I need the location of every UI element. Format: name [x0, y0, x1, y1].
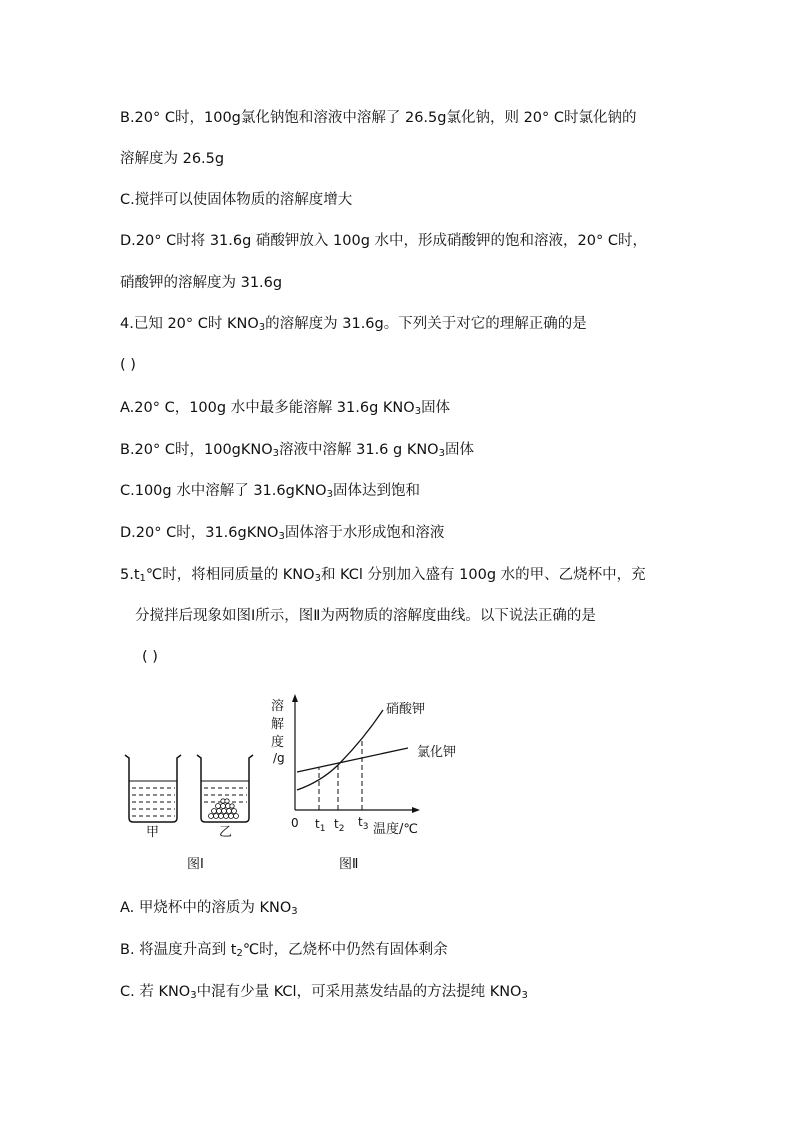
- t2-label: $t_2$: [334, 817, 345, 834]
- q5-option-a: A. 甲烧杯中的溶质为 $KNO_3$: [120, 900, 298, 917]
- y-label-3: 度: [271, 735, 285, 750]
- kcl-label: 氯化钾: [417, 745, 457, 760]
- question-4: 4.已知 20° C时 $KNO_3$的溶解度为 31.6g。下列关于对它的理解正确的是: [120, 316, 587, 333]
- beaker-jia: [125, 755, 181, 822]
- option-d-line2: 硝酸钾的溶解度为 31.6g: [120, 275, 283, 291]
- option-d-line1: D.20° C时将 31.6g 硝酸钾放入 100g 水中，形成硝酸钾的饱和溶液，20° C时，: [120, 233, 647, 249]
- option-c: C.搅拌可以使固体物质的溶解度增大: [120, 192, 353, 208]
- q4-option-c: C.100g 水中溶解了 31.6gKNO$_3$固体达到饱和: [120, 483, 420, 500]
- y-axis-arrow: [292, 694, 298, 702]
- q4-option-b: B.20° C时，100gKNO$_3$溶液中溶解 31.6 g $KNO_3$固体: [120, 442, 474, 459]
- question-5-answer-blank: ( ): [142, 649, 158, 665]
- kcl-curve: [297, 748, 408, 772]
- question-5-line2: 分搅拌后现象如图Ⅰ所示，图Ⅱ为两物质的溶解度曲线。以下说法正确的是: [135, 608, 596, 624]
- beaker-yi: [197, 755, 253, 822]
- question-4-answer-blank: ( ): [120, 357, 136, 373]
- option-b-line1: B.20° C时，100g氯化钠饱和溶液中溶解了 26.5g氯化钠，则 20° C时氯化钠的: [120, 110, 637, 126]
- t3-label: $t_3$: [358, 815, 369, 832]
- x-axis-arrow: [412, 807, 420, 813]
- q5-option-c: C. 若 $KNO_3$中混有少量 KCl，可采用蒸发结晶的方法提纯 $KNO_3$: [120, 984, 528, 1001]
- figure-2-caption: 图Ⅱ: [339, 857, 359, 872]
- kno3-label: 硝酸钾: [386, 702, 426, 717]
- figure-1-caption: 图Ⅰ: [187, 857, 204, 872]
- solubility-chart: [271, 694, 456, 837]
- option-b-line2: 溶解度为 26.5g: [120, 151, 225, 167]
- origin-label: 0: [291, 816, 299, 830]
- y-label-4: /g: [273, 751, 285, 765]
- y-label-2: 解: [271, 717, 285, 732]
- solubility-figure: [115, 690, 475, 875]
- t1-label: $t_1$: [315, 817, 326, 834]
- q5-option-b: B. 将温度升高到 $t_2℃$时，乙烧杯中仍然有固体剩余: [120, 942, 448, 959]
- beaker-yi-label: 乙: [219, 825, 233, 840]
- y-label-1: 溶: [271, 699, 285, 714]
- q4-option-a: A.20° C，100g 水中最多能溶解 31.6g $KNO_3$固体: [120, 400, 451, 417]
- kno3-curve: [297, 710, 383, 790]
- q4-option-d: D.20° C时，31.6gKNO$_3$固体溶于水形成饱和溶液: [120, 525, 445, 542]
- beaker-jia-label: 甲: [146, 825, 160, 840]
- question-5-line1: $5.t_1℃$时，将相同质量的 $KNO_3$和 KCl 分别加入盛有 100g 水的甲、乙烧杯中，充: [120, 567, 646, 584]
- x-axis-label: 温度/℃: [373, 822, 418, 837]
